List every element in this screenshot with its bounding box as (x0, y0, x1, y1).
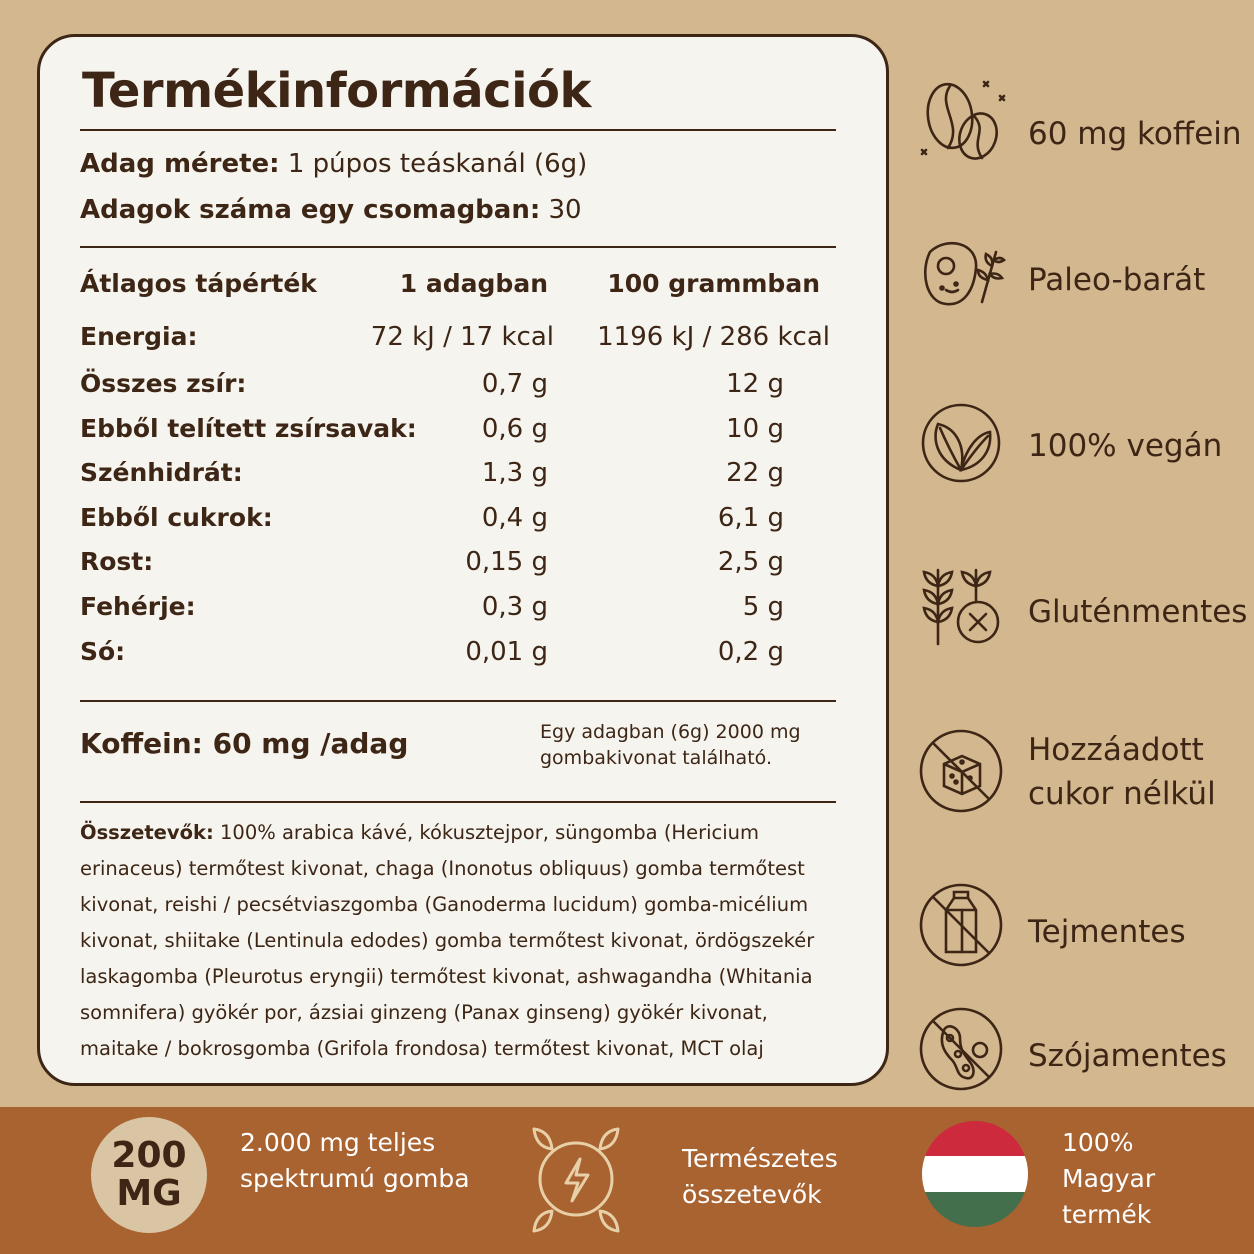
row-per-100g: 6,1 g (717, 503, 784, 533)
serving-size (80, 149, 587, 179)
feature-vegan (916, 398, 1246, 498)
feature-no-added-sugar (916, 726, 1246, 826)
feature-label: Tejmentes (1028, 914, 1186, 950)
row-label: Szénhidrát: (80, 458, 243, 487)
serving-size-value: 1 púpos teáskanál (6g) (287, 149, 588, 179)
sugar-cube-crossed-icon (916, 726, 1006, 816)
feature-label: 60 mg koffein (1028, 116, 1242, 152)
row-label: Só: (80, 637, 126, 666)
feature-label: Hozzáadott cukor nélkül (1028, 732, 1216, 812)
badge-unit: MG (116, 1173, 182, 1214)
row-label: Fehérje: (80, 592, 196, 621)
row-per-serving: 0,3 g (481, 592, 548, 622)
row-per-serving: 0,6 g (481, 414, 548, 444)
product-info-card (37, 34, 889, 1086)
mushroom-extract-note: Egy adagban (6g) 2000 mg gombakivonat található. (540, 721, 801, 769)
full-spectrum-text: 2.000 mg teljes spektrumú gomba (240, 1128, 470, 1193)
footer-bar (0, 1107, 1254, 1254)
divider (80, 246, 836, 248)
ingredients-label: Összetevők: (80, 821, 214, 844)
row-per-serving: 0,7 g (481, 369, 548, 399)
soy-crossed-icon (916, 1004, 1006, 1094)
row-per-serving: 0,15 g (465, 547, 548, 577)
serving-size-label: Adag mérete: (80, 149, 280, 179)
ingredients-text: 100% arabica kávé, kókusztejpor, süngomba (Hericium erinaceus) termőtest kivonat, chaga (Inonotus obliquus) gomba termőtest kivonat, reishi / pecsétviaszgomba (Ganoderma lucidum) gomba-micélium kivonat, shiitake (Lentinula edodes) gomba termőtest kivonat, ördögszekér laskagomba (Pleurotus eryngii) termőtest kivonat, ashwagandha (Whitania somnifera) gyökér por, ázsiai ginzeng (Panax ginseng) gyökér kivonat, maitake / bokrosgomba (Grifola frondosa) termőtest kivonat, MCT olaj (80, 821, 815, 1060)
feature-label: 100% vegán (1028, 428, 1223, 464)
natural-lightning-icon (514, 1115, 638, 1239)
natural-ingredients-text: Természetes összetevők (682, 1144, 838, 1209)
ingredients (80, 815, 850, 1067)
feature-label: Paleo-barát (1028, 262, 1206, 298)
feature-soy-free (916, 1004, 1246, 1104)
row-per-serving: 0,4 g (481, 503, 548, 533)
row-per-100g: 5 g (742, 592, 784, 622)
row-per-100g: 1196 kJ / 286 kcal (597, 322, 830, 352)
row-per-100g: 0,2 g (717, 637, 784, 667)
row-label: Ebből cukrok: (80, 503, 273, 532)
milk-carton-crossed-icon (916, 880, 1006, 970)
servings-label: Adagok száma egy csomagban: (80, 195, 541, 225)
coffee-beans-icon (916, 76, 1006, 166)
leaf-icon (916, 398, 1006, 488)
row-per-100g: 2,5 g (717, 547, 784, 577)
feature-label: Szójamentes (1028, 1038, 1227, 1074)
row-label: Ebből telített zsírsavak: (80, 414, 417, 443)
row-per-serving: 72 kJ / 17 kcal (370, 322, 554, 352)
servings-per-pack (80, 195, 582, 225)
hungarian-flag (922, 1121, 1028, 1227)
meat-herb-icon (916, 232, 1006, 322)
row-per-serving: 1,3 g (481, 458, 548, 488)
table-header-per-serving: 1 adagban (399, 269, 548, 298)
divider (80, 129, 836, 131)
row-label: Rost: (80, 547, 154, 576)
dose-badge (91, 1117, 207, 1233)
badge-number: 200 (111, 1135, 187, 1176)
divider (80, 700, 836, 702)
feature-paleo (916, 232, 1246, 332)
row-label: Összes zsír: (80, 369, 247, 398)
table-header-per-100g: 100 grammban (607, 269, 820, 298)
divider (80, 801, 836, 803)
row-label: Energia: (80, 322, 198, 351)
page-title: Termékinformációk (82, 63, 591, 119)
feature-dairy-free (916, 880, 1246, 980)
hungarian-product-text: 100% Magyar termék (1062, 1128, 1156, 1229)
feature-label: Gluténmentes (1028, 594, 1248, 630)
flag-white-stripe (922, 1156, 1028, 1191)
feature-caffeine (916, 76, 1246, 176)
row-per-serving: 0,01 g (465, 637, 548, 667)
flag-red-stripe (922, 1121, 1028, 1156)
row-per-100g: 10 g (726, 414, 784, 444)
feature-gluten-free (916, 560, 1246, 660)
servings-value: 30 (548, 195, 582, 225)
row-per-100g: 22 g (726, 458, 784, 488)
flag-green-stripe (922, 1192, 1028, 1227)
row-per-100g: 12 g (726, 369, 784, 399)
wheat-crossed-icon (916, 560, 1006, 650)
table-header-nutrient: Átlagos tápérték (80, 269, 317, 298)
caffeine-per-serving: Koffein: 60 mg /adag (80, 727, 409, 760)
